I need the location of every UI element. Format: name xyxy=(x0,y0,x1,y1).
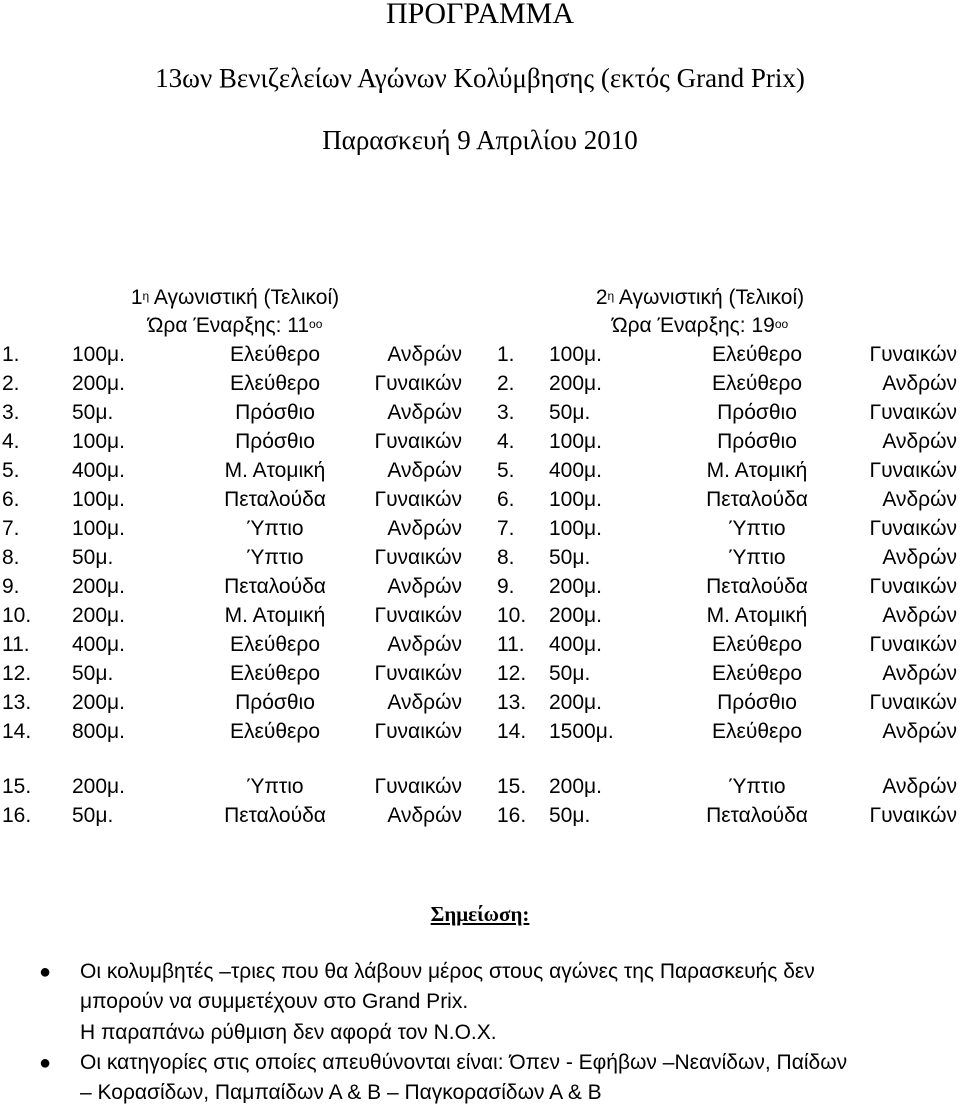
event-row xyxy=(2,801,462,830)
event-number: 12. xyxy=(497,662,527,685)
event-row xyxy=(2,456,462,485)
note-bullet2-line2: – Κορασίδων, Παμπαίδων Α & Β – Παγκορασίδων Α & Β xyxy=(80,1081,602,1104)
event-stroke: Ελεύθερο xyxy=(711,662,803,685)
event-number: 7. xyxy=(497,517,515,540)
session2-number: 2 xyxy=(595,286,608,309)
event-distance: 800μ. xyxy=(72,720,125,743)
event-stroke: Ελεύθερο xyxy=(711,372,803,395)
event-category: Ανδρών xyxy=(882,488,957,511)
event-number: 9. xyxy=(2,575,20,598)
event-distance: 200μ. xyxy=(72,372,125,395)
event-number: 14. xyxy=(497,720,527,743)
event-row xyxy=(497,572,957,601)
event-distance: 50μ. xyxy=(72,546,114,569)
event-row xyxy=(497,659,957,688)
event-row xyxy=(2,543,462,572)
event-row xyxy=(497,688,957,717)
event-category: Γυναικών xyxy=(374,775,462,798)
note-bullet1-line3: Η παραπάνω ρύθμιση δεν αφορά τον Ν.Ο.Χ. xyxy=(80,1021,497,1044)
event-stroke: Πρόσθιο xyxy=(717,430,797,453)
event-row xyxy=(497,398,957,427)
event-row xyxy=(497,630,957,659)
event-category: Γυναικών xyxy=(374,430,462,453)
event-distance: 50μ. xyxy=(72,401,114,424)
event-stroke: Ελεύθερο xyxy=(229,720,321,743)
event-stroke: Πρόσθιο xyxy=(235,401,315,424)
event-number: 6. xyxy=(2,488,20,511)
event-category: Γυναικών xyxy=(374,488,462,511)
event-distance: 100μ. xyxy=(72,488,125,511)
event-stroke: Ύπτιο xyxy=(728,775,786,798)
event-stroke: Πεταλούδα xyxy=(224,488,326,511)
event-category: Ανδρών xyxy=(387,633,462,656)
event-category: Ανδρών xyxy=(882,372,957,395)
event-distance: 50μ. xyxy=(549,804,591,827)
event-stroke: Πρόσθιο xyxy=(235,691,315,714)
session1-start-label: Ώρα Έναρξης: 11 xyxy=(147,314,310,337)
event-category: Γυναικών xyxy=(869,343,957,366)
event-distance: 100μ. xyxy=(549,430,602,453)
event-category: Γυναικών xyxy=(374,372,462,395)
event-distance: 400μ. xyxy=(549,459,602,482)
event-row xyxy=(2,772,462,801)
event-category: Ανδρών xyxy=(882,662,957,685)
event-row xyxy=(497,369,957,398)
event-row xyxy=(497,456,957,485)
session1-number-suffix: η xyxy=(142,289,150,303)
session2-number-suffix: η xyxy=(607,289,615,303)
event-number: 3. xyxy=(497,401,515,424)
event-number: 12. xyxy=(2,662,32,685)
event-distance: 200μ. xyxy=(549,575,602,598)
event-category: Γυναικών xyxy=(869,633,957,656)
event-category: Ανδρών xyxy=(882,430,957,453)
event-stroke: Ελεύθερο xyxy=(229,372,321,395)
event-distance: 50μ. xyxy=(72,804,114,827)
event-distance: 100μ. xyxy=(72,343,125,366)
event-distance: 50μ. xyxy=(72,662,114,685)
event-number: 16. xyxy=(497,804,527,827)
event-distance: 400μ. xyxy=(549,633,602,656)
event-row xyxy=(2,514,462,543)
event-category: Γυναικών xyxy=(869,575,957,598)
event-stroke: Πεταλούδα xyxy=(706,488,808,511)
event-distance: 200μ. xyxy=(549,775,602,798)
event-row xyxy=(2,369,462,398)
event-stroke: Ελεύθερο xyxy=(711,633,803,656)
event-stroke: Ύπτιο xyxy=(728,517,786,540)
event-distance: 50μ. xyxy=(549,546,591,569)
event-row xyxy=(2,717,462,746)
event-category: Γυναικών xyxy=(374,720,462,743)
event-category: Ανδρών xyxy=(387,575,462,598)
note-bullet1-line2: μπορούν να συμμετέχουν στο Grand Prix. xyxy=(80,990,469,1013)
event-number: 11. xyxy=(2,633,30,656)
session2-heading xyxy=(470,283,930,313)
event-number: 7. xyxy=(2,517,20,540)
event-row xyxy=(2,398,462,427)
event-row xyxy=(497,601,957,630)
note-bullet1-line1: Οι κολυμβητές –τριες που θα λάβουν μέρος στους αγώνες της Παρασκευής δεν xyxy=(80,960,815,983)
event-distance: 200μ. xyxy=(549,372,602,395)
event-row xyxy=(2,485,462,514)
event-distance: 50μ. xyxy=(549,662,591,685)
event-stroke: Ελεύθερο xyxy=(711,720,803,743)
event-row xyxy=(2,688,462,717)
event-row xyxy=(2,572,462,601)
session2-start-time xyxy=(470,311,930,341)
event-row xyxy=(2,601,462,630)
event-number: 1. xyxy=(497,343,515,366)
event-distance: 200μ. xyxy=(72,775,125,798)
event-stroke: Ύπτιο xyxy=(246,517,304,540)
event-number: 13. xyxy=(497,691,527,714)
event-category: Ανδρών xyxy=(882,720,957,743)
event-stroke: Ελεύθερο xyxy=(229,662,321,685)
session1-event-list xyxy=(2,340,462,830)
event-stroke: Μ. Ατομική xyxy=(706,459,808,482)
event-stroke: Πεταλούδα xyxy=(224,575,326,598)
event-distance: 100μ. xyxy=(549,343,602,366)
session2-event-list xyxy=(497,340,957,830)
event-number: 16. xyxy=(2,804,32,827)
event-number: 1. xyxy=(2,343,20,366)
event-distance: 200μ. xyxy=(549,604,602,627)
event-row xyxy=(497,427,957,456)
session1-start-time xyxy=(0,311,470,341)
event-category: Ανδρών xyxy=(882,604,957,627)
event-number: 13. xyxy=(2,691,32,714)
event-stroke: Ελεύθερο xyxy=(711,343,803,366)
event-row xyxy=(2,340,462,369)
bullet-icon: ● xyxy=(39,961,52,983)
event-category: Γυναικών xyxy=(869,691,957,714)
event-stroke: Ελεύθερο xyxy=(229,343,321,366)
event-category: Γυναικών xyxy=(869,401,957,424)
session1-heading xyxy=(0,283,470,313)
session1-title: Αγωνιστική (Τελικοί) xyxy=(149,286,340,309)
event-category: Ανδρών xyxy=(387,401,462,424)
event-category: Γυναικών xyxy=(869,517,957,540)
event-number: 2. xyxy=(497,372,515,395)
event-row xyxy=(497,717,957,746)
event-row xyxy=(497,485,957,514)
event-stroke: Πεταλούδα xyxy=(224,804,326,827)
event-category: Ανδρών xyxy=(387,343,462,366)
session1-start-suffix: οο xyxy=(309,317,323,331)
event-number: 2. xyxy=(2,372,20,395)
event-category: Γυναικών xyxy=(869,804,957,827)
event-row xyxy=(497,340,957,369)
event-distance: 100μ. xyxy=(549,517,602,540)
event-category: Ανδρών xyxy=(387,691,462,714)
event-distance: 200μ. xyxy=(72,575,125,598)
event-category: Γυναικών xyxy=(374,662,462,685)
event-stroke: Ύπτιο xyxy=(728,546,786,569)
event-distance: 100μ. xyxy=(549,488,602,511)
event-number: 6. xyxy=(497,488,515,511)
event-row xyxy=(2,659,462,688)
event-category: Ανδρών xyxy=(387,804,462,827)
note-bullet2-line1: Οι κατηγορίες στις οποίες απευθύνονται είναι: Όπεν - Εφήβων –Νεανίδων, Παίδων xyxy=(80,1051,848,1074)
event-number: 8. xyxy=(2,546,20,569)
event-distance: 200μ. xyxy=(72,691,125,714)
event-row xyxy=(497,514,957,543)
event-category: Γυναικών xyxy=(869,459,957,482)
event-stroke: Πρόσθιο xyxy=(717,691,797,714)
event-number: 15. xyxy=(497,775,527,798)
event-row xyxy=(2,427,462,456)
session1-number: 1 xyxy=(130,286,143,309)
event-row xyxy=(497,543,957,572)
event-stroke: Πεταλούδα xyxy=(706,575,808,598)
bullet-icon: ● xyxy=(39,1052,52,1074)
event-category: Γυναικών xyxy=(374,604,462,627)
event-distance: 400μ. xyxy=(72,459,125,482)
event-stroke: Μ. Ατομική xyxy=(706,604,808,627)
event-category: Ανδρών xyxy=(387,459,462,482)
event-category: Ανδρών xyxy=(882,546,957,569)
page-title: ΠΡΟΓΡΑΜΜΑ xyxy=(386,0,574,30)
session2-start-label: Ώρα Έναρξης: 19 xyxy=(611,314,775,337)
session2-start-suffix: οο xyxy=(774,317,789,331)
event-number: 5. xyxy=(497,459,515,482)
event-distance: 1500μ. xyxy=(549,720,614,743)
event-row xyxy=(497,801,957,830)
event-number: 5. xyxy=(2,459,20,482)
event-distance: 100μ. xyxy=(72,517,125,540)
event-distance: 100μ. xyxy=(72,430,125,453)
event-subtitle: 13ων Βενιζελείων Αγώνων Κολύμβησης (εκτός Grand Prix) xyxy=(155,63,805,93)
event-number: 15. xyxy=(2,775,32,798)
event-category: Γυναικών xyxy=(374,546,462,569)
event-stroke: Μ. Ατομική xyxy=(224,459,326,482)
event-row xyxy=(497,772,957,801)
event-category: Ανδρών xyxy=(882,775,957,798)
event-category: Ανδρών xyxy=(387,517,462,540)
event-distance: 400μ. xyxy=(72,633,125,656)
session2-title: Αγωνιστική (Τελικοί) xyxy=(614,286,805,309)
event-number: 11. xyxy=(497,633,525,656)
event-distance: 200μ. xyxy=(72,604,125,627)
event-number: 4. xyxy=(497,430,515,453)
event-number: 10. xyxy=(497,604,527,627)
event-number: 8. xyxy=(497,546,515,569)
event-number: 14. xyxy=(2,720,32,743)
event-stroke: Πεταλούδα xyxy=(706,804,808,827)
event-row xyxy=(2,630,462,659)
note-heading: Σημείωση: xyxy=(430,902,530,926)
event-number: 4. xyxy=(2,430,20,453)
event-number: 10. xyxy=(2,604,32,627)
event-stroke: Μ. Ατομική xyxy=(224,604,326,627)
event-stroke: Ύπτιο xyxy=(246,775,304,798)
event-stroke: Πρόσθιο xyxy=(235,430,315,453)
event-date: Παρασκευή 9 Απριλίου 2010 xyxy=(322,125,638,155)
event-number: 3. xyxy=(2,401,20,424)
event-distance: 50μ. xyxy=(549,401,591,424)
event-stroke: Πρόσθιο xyxy=(717,401,797,424)
event-stroke: Ύπτιο xyxy=(246,546,304,569)
event-number: 9. xyxy=(497,575,515,598)
event-stroke: Ελεύθερο xyxy=(229,633,321,656)
event-distance: 200μ. xyxy=(549,691,602,714)
